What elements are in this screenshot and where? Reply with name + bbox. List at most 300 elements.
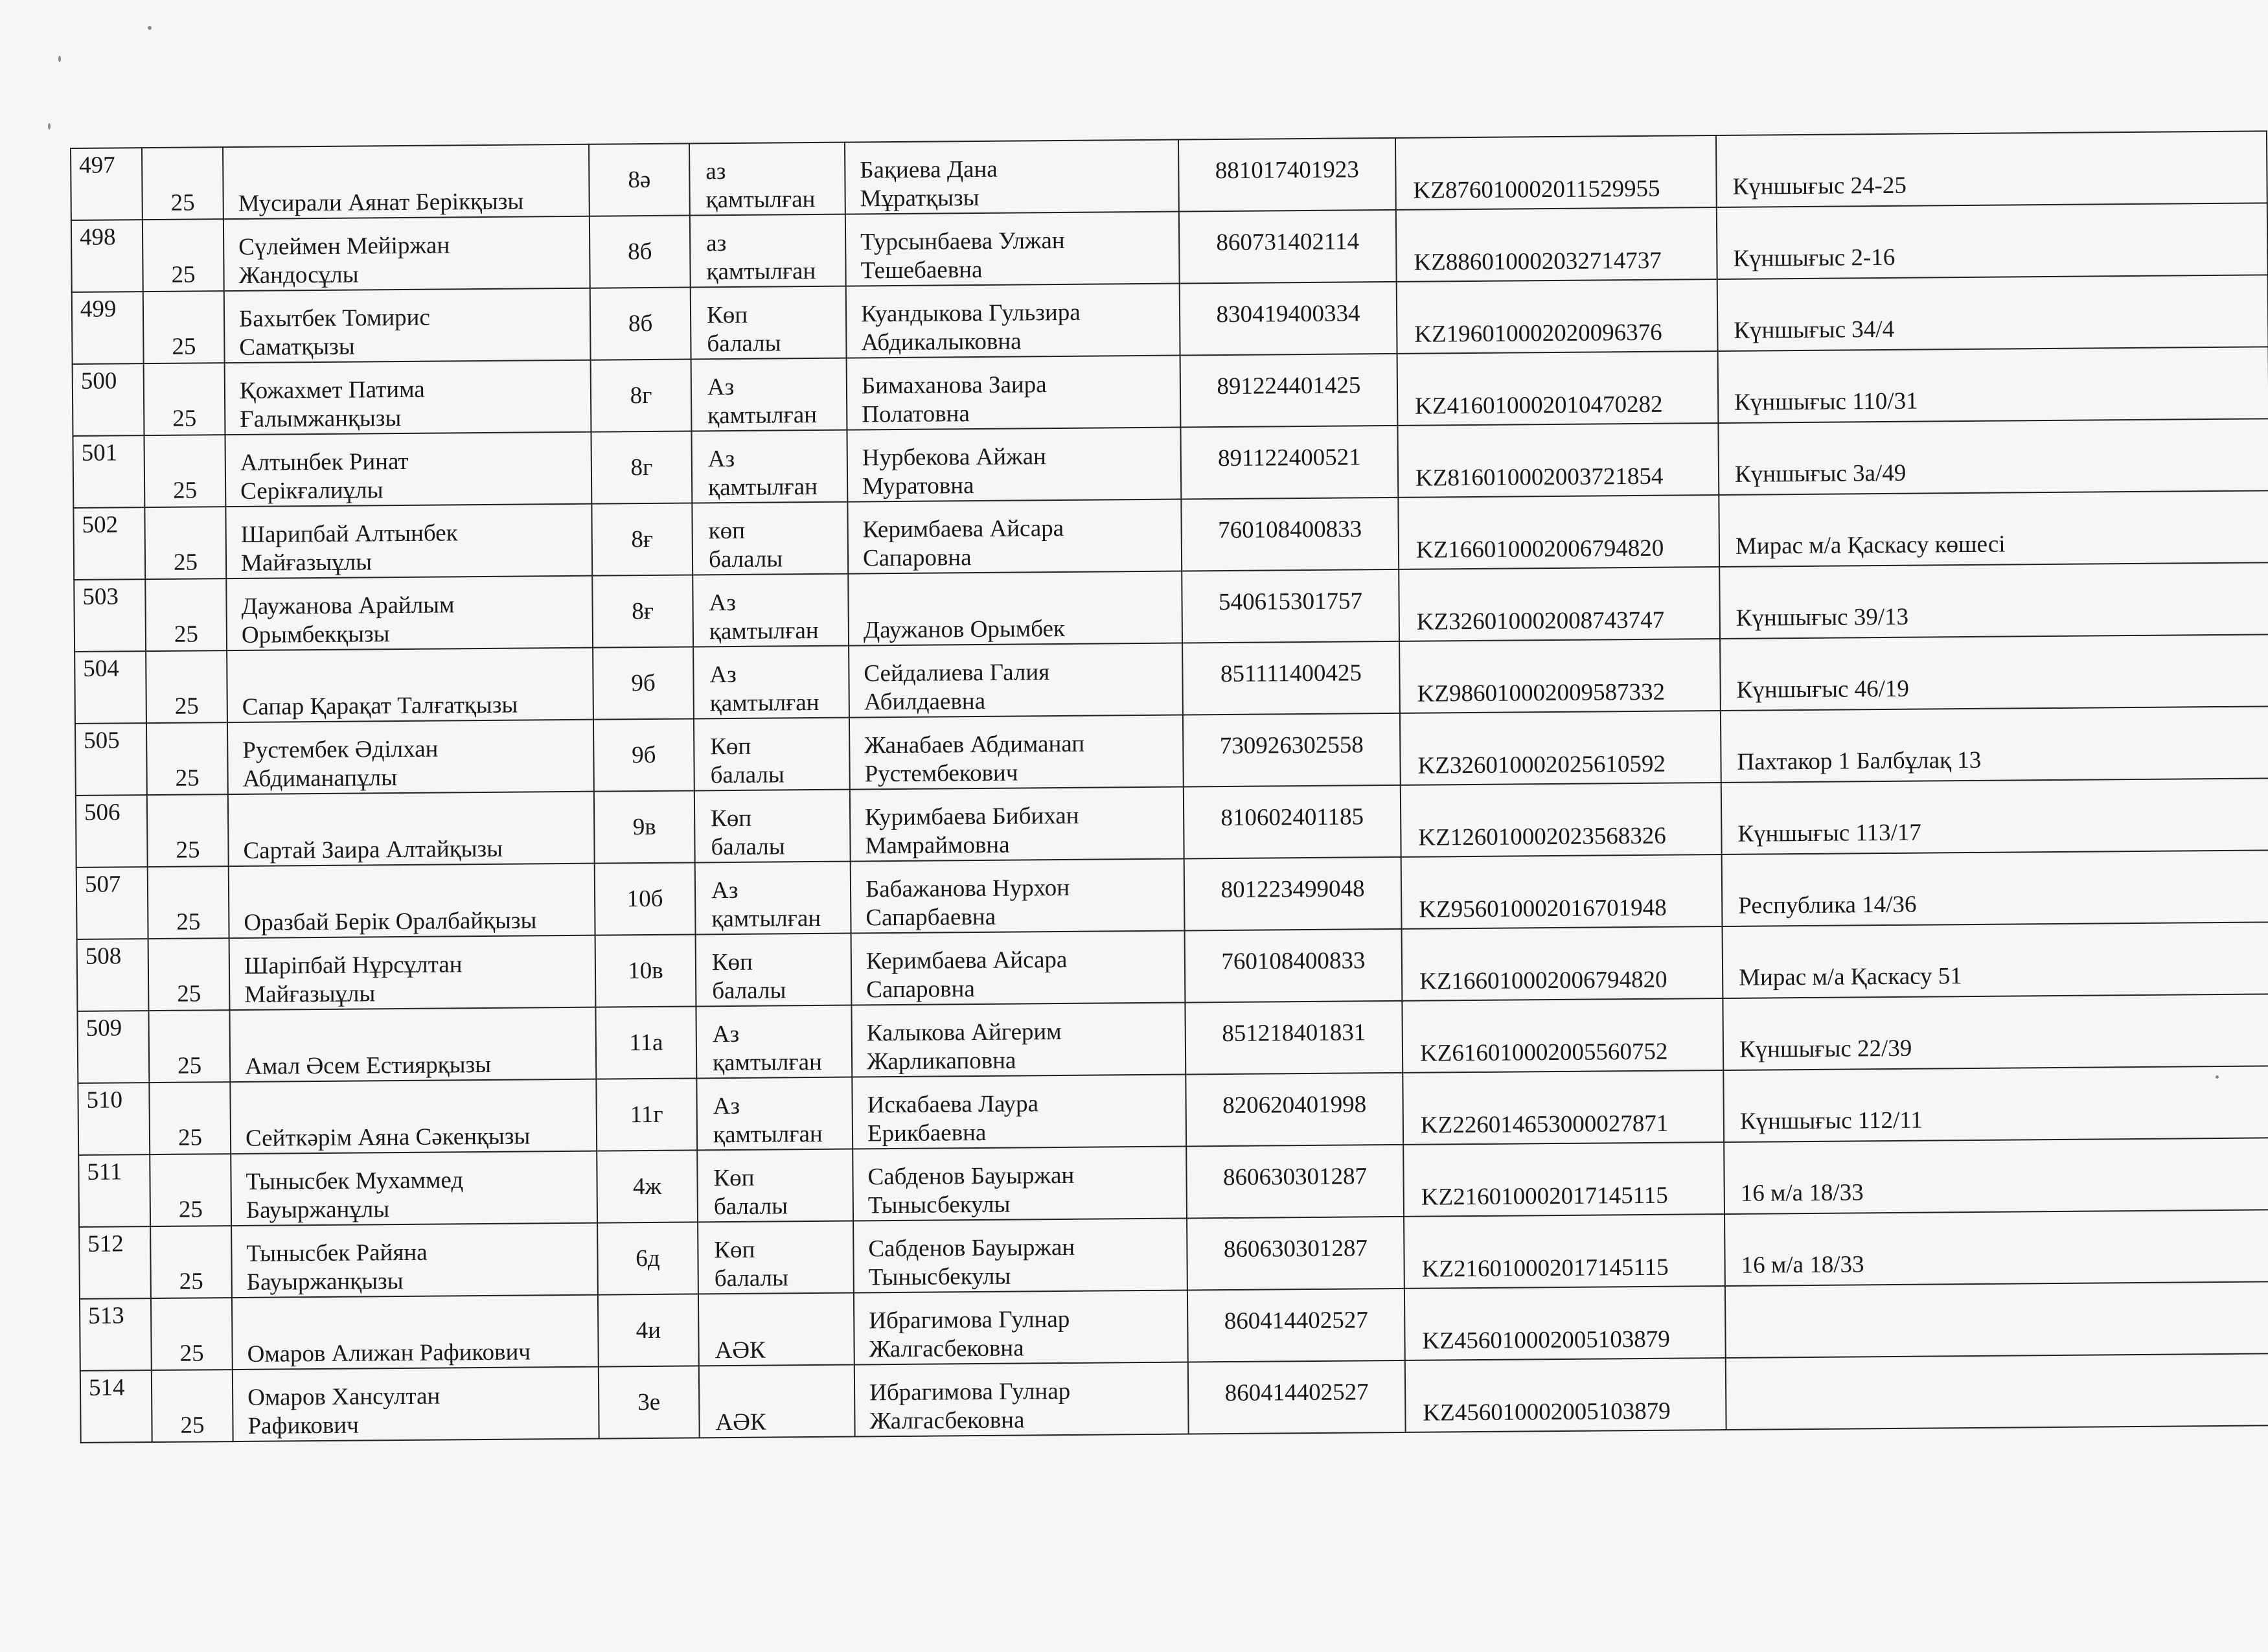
- student-name-cell: [233, 1367, 599, 1441]
- home-address-cell: [1717, 203, 2268, 279]
- social-category: Аз қамтылған: [712, 1020, 823, 1077]
- student-name-cell: [227, 720, 594, 794]
- class-grade: 9в: [632, 813, 656, 840]
- home-address-cell: [1718, 347, 2268, 423]
- home-address-cell: [1719, 490, 2268, 567]
- bank-account-cell: [1401, 855, 1723, 929]
- group-code: 25: [171, 261, 196, 288]
- parent-name: Даужанов Орымбек: [863, 615, 1066, 644]
- social-category-cell: [699, 1365, 855, 1438]
- parent-name: Бимаханова Заира Полатовна: [861, 371, 1047, 428]
- home-address: 16 м/а 18/33: [1740, 1179, 1864, 1207]
- class-grade: 8ә: [628, 166, 651, 193]
- home-address-cell: [1721, 778, 2268, 855]
- bank-account: KZ226014653000027871: [1420, 1110, 1669, 1139]
- parent-iin: 810602401185: [1220, 803, 1364, 831]
- row-number-cell: [75, 723, 147, 796]
- group-code: 25: [170, 189, 195, 216]
- student-name: Алтынбек Ринат Серікғалиұлы: [240, 448, 409, 505]
- bank-account-cell: [1400, 711, 1721, 785]
- parent-iin: 860630301287: [1223, 1234, 1368, 1263]
- parent-iin-cell: [1186, 1145, 1404, 1219]
- row-number: 513: [88, 1302, 124, 1329]
- group-code-cell: [143, 291, 225, 363]
- home-address: [1742, 1348, 2268, 1351]
- class-grade: 8б: [627, 238, 652, 265]
- home-address: Күншығыс 39/13: [1735, 603, 1909, 632]
- row-number-cell: [73, 435, 144, 508]
- student-name-cell: [229, 935, 596, 1010]
- home-address-cell: [1718, 419, 2268, 495]
- bank-account-cell: [1397, 423, 1719, 498]
- student-name-cell: [225, 432, 591, 507]
- class-grade-cell: [597, 1150, 698, 1222]
- row-number-cell: [77, 939, 149, 1011]
- home-address-cell: [1720, 634, 2268, 711]
- student-name-cell: [223, 216, 590, 291]
- social-category-cell: [690, 214, 846, 288]
- parent-iin: 830419400334: [1216, 299, 1360, 328]
- bank-account-cell: [1405, 1358, 1726, 1432]
- student-name: Бахытбек Томирис Саматқызы: [238, 304, 430, 361]
- row-number-cell: [78, 1154, 150, 1227]
- class-grade-cell: [595, 934, 696, 1007]
- home-address-cell: [1725, 1281, 2268, 1358]
- parent-iin-cell: [1184, 857, 1402, 931]
- class-grade: 11а: [629, 1029, 663, 1056]
- parent-iin: 860731402114: [1216, 227, 1360, 256]
- student-name: Рустембек Әділхан Абдиманапұлы: [242, 735, 439, 792]
- row-number: 498: [79, 224, 116, 251]
- social-category: Көп балалы: [710, 733, 785, 789]
- group-code-cell: [144, 363, 225, 435]
- group-code-cell: [144, 507, 226, 579]
- row-number: 497: [79, 152, 115, 179]
- social-category: көп балалы: [708, 517, 783, 573]
- parent-iin: 851111400425: [1220, 659, 1362, 687]
- parent-name: Ибрагимова Гулнар Жалгасбековна: [869, 1377, 1071, 1435]
- parent-iin-cell: [1182, 569, 1399, 643]
- parent-iin: 760108400833: [1221, 946, 1366, 975]
- social-category: Аз қамтылған: [709, 589, 819, 645]
- parent-name-cell: [854, 1362, 1189, 1437]
- bank-account-cell: [1398, 495, 1719, 569]
- parent-iin-cell: [1188, 1360, 1406, 1434]
- social-category-cell: [691, 358, 847, 431]
- bank-account: KZ956010002016701948: [1419, 894, 1667, 923]
- class-grade-cell: [591, 503, 693, 575]
- class-grade-cell: [593, 718, 694, 791]
- class-grade-cell: [598, 1294, 699, 1366]
- parent-iin-cell: [1184, 785, 1401, 859]
- group-code-cell: [143, 219, 224, 292]
- parent-name: Нурбекова Айжан Муратовна: [862, 443, 1046, 500]
- parent-iin: 540615301757: [1218, 587, 1363, 615]
- parent-iin-cell: [1187, 1217, 1404, 1291]
- class-grade: 10б: [626, 885, 663, 912]
- parent-name-cell: [854, 1291, 1188, 1365]
- row-number: 511: [87, 1158, 122, 1186]
- bank-account-cell: [1403, 1070, 1724, 1145]
- class-grade: 8б: [628, 310, 653, 337]
- class-grade-cell: [594, 790, 695, 863]
- parent-name-cell: [847, 499, 1182, 574]
- student-name-cell: [225, 504, 592, 579]
- parent-name: Бабажанова Нурхон Сапарбаевна: [865, 874, 1070, 932]
- class-grade: 4ж: [632, 1173, 662, 1200]
- class-grade-cell: [590, 287, 691, 360]
- parent-iin: 801223499048: [1220, 875, 1365, 903]
- group-code-cell: [145, 579, 227, 651]
- parent-name-cell: [845, 140, 1179, 214]
- home-address-cell: [1723, 1066, 2268, 1142]
- parent-iin: 760108400833: [1218, 515, 1362, 544]
- bank-account-cell: [1395, 135, 1717, 210]
- student-name: Тынысбек Райяна Бауыржанқызы: [246, 1239, 428, 1296]
- parent-iin-cell: [1185, 1001, 1403, 1075]
- home-address: Республика 14/36: [1738, 891, 1917, 919]
- row-number-cell: [71, 148, 143, 220]
- parent-iin-cell: [1186, 1073, 1403, 1147]
- student-name-cell: [230, 1079, 597, 1154]
- bank-account: KZ886010002032714737: [1414, 247, 1662, 276]
- home-address-cell: [1721, 706, 2268, 783]
- social-category-cell: [693, 574, 849, 647]
- parent-iin: 891224401425: [1217, 371, 1361, 400]
- group-code-cell: [148, 1010, 230, 1083]
- parent-iin: 820620401998: [1222, 1090, 1367, 1119]
- student-name: Омаров Хансултан Рафикович: [247, 1382, 441, 1440]
- home-address-cell: [1726, 1353, 2268, 1430]
- social-category: АӘК: [715, 1408, 766, 1436]
- bank-account-cell: [1397, 351, 1719, 426]
- group-code-cell: [142, 147, 223, 220]
- class-grade-cell: [593, 647, 694, 719]
- group-code: 25: [175, 764, 200, 792]
- student-name-cell: [229, 1007, 596, 1082]
- parent-iin-cell: [1178, 138, 1396, 212]
- bank-account: KZ876010002011529955: [1413, 175, 1660, 204]
- class-grade: 8г: [630, 382, 652, 409]
- student-name-cell: [231, 1151, 597, 1226]
- bank-account-cell: [1402, 926, 1723, 1001]
- home-address: Күншығыс 110/31: [1734, 387, 1918, 416]
- parent-iin: 860414402527: [1224, 1378, 1369, 1406]
- group-code-cell: [152, 1370, 233, 1442]
- row-number: 507: [84, 871, 121, 898]
- group-code-cell: [147, 794, 229, 867]
- group-code-cell: [146, 650, 227, 723]
- group-code: 25: [176, 908, 201, 935]
- row-number-cell: [74, 579, 146, 652]
- group-code-cell: [148, 938, 230, 1011]
- parent-iin: 860630301287: [1222, 1162, 1368, 1191]
- parent-iin: 730926302558: [1219, 731, 1364, 759]
- parent-name: Искабаева Лаура Ерикбаевна: [867, 1090, 1039, 1147]
- parent-name-cell: [847, 356, 1181, 430]
- student-name: Даужанова Арайлым Орымбекқызы: [241, 591, 455, 648]
- parent-name-cell: [850, 787, 1184, 862]
- student-name: Шарипбай Алтынбек Майғазыұлы: [240, 520, 458, 577]
- home-address-cell: [1724, 1138, 2268, 1214]
- group-code: 25: [178, 1196, 203, 1223]
- row-number-cell: [73, 363, 144, 436]
- social-category-cell: [698, 1293, 854, 1366]
- bank-account-cell: [1404, 1214, 1725, 1289]
- row-number-cell: [77, 1011, 149, 1083]
- bank-account: KZ166010002006794820: [1415, 534, 1664, 564]
- row-number-cell: [73, 507, 145, 580]
- class-grade-cell: [591, 431, 692, 503]
- parent-name: Ибрагимова Гулнар Жалгасбековна: [869, 1305, 1070, 1363]
- scan-speck: [148, 26, 152, 30]
- student-name: Сейткәрім Аяна Сәкенқызы: [245, 1123, 531, 1152]
- row-number-cell: [76, 795, 148, 867]
- group-code-cell: [150, 1226, 232, 1298]
- social-category-cell: [696, 1005, 852, 1079]
- home-address-cell: [1724, 1210, 2268, 1286]
- bank-account: KZ166010002006794820: [1419, 966, 1667, 995]
- bank-account: KZ326010002025610592: [1417, 750, 1666, 779]
- parent-name-cell: [851, 931, 1186, 1005]
- student-name: Оразбай Берік Оралбайқызы: [244, 907, 537, 936]
- social-category: Аз қамтылған: [713, 1092, 823, 1149]
- row-number-cell: [80, 1298, 152, 1371]
- parent-iin-cell: [1179, 210, 1397, 284]
- parent-name-cell: [853, 1219, 1187, 1293]
- group-code: 25: [178, 1124, 203, 1151]
- class-grade: 4и: [636, 1316, 661, 1344]
- parent-iin: 891122400521: [1217, 443, 1361, 472]
- home-address: Күншығыс 22/39: [1739, 1035, 1912, 1063]
- parent-iin-cell: [1180, 282, 1397, 356]
- class-grade: 3е: [637, 1388, 661, 1416]
- class-grade-cell: [595, 862, 696, 935]
- home-address: Күншығыс 3а/49: [1734, 459, 1907, 488]
- row-number: 509: [86, 1015, 122, 1042]
- row-number-cell: [78, 1083, 150, 1155]
- home-address-cell: [1722, 850, 2268, 926]
- class-grade: 9б: [632, 741, 656, 768]
- social-category-cell: [692, 502, 848, 575]
- home-address: Күншығыс 112/11: [1739, 1107, 1923, 1135]
- home-address-cell: [1717, 275, 2268, 351]
- social-category: Аз қамтылған: [709, 661, 819, 717]
- parent-name-cell: [852, 1075, 1186, 1149]
- social-category: Аз қамтылған: [707, 373, 818, 430]
- social-category: Көп балалы: [706, 301, 781, 358]
- row-number: 499: [80, 295, 117, 323]
- bank-account-cell: [1401, 783, 1722, 857]
- student-name-cell: [225, 360, 591, 435]
- bank-account: KZ816010002003721854: [1415, 463, 1664, 492]
- student-name-cell: [224, 288, 591, 363]
- row-number-cell: [79, 1226, 151, 1299]
- parent-iin: 860414402527: [1224, 1306, 1368, 1335]
- scan-speck: [48, 123, 51, 130]
- class-grade: 8ғ: [631, 525, 654, 553]
- social-category: Көп балалы: [711, 805, 785, 861]
- home-address: 16 м/а 18/33: [1741, 1251, 1864, 1279]
- group-code: 25: [172, 333, 196, 360]
- row-number: 512: [87, 1230, 124, 1257]
- student-name: Омаров Алижан Рафикович: [247, 1338, 531, 1368]
- class-grade-cell: [596, 1078, 697, 1151]
- home-address: Күншығыс 24-25: [1732, 172, 1907, 200]
- bank-account-cell: [1402, 998, 1723, 1073]
- home-address-cell: [1723, 922, 2268, 998]
- student-name: Тынысбек Мухаммед Бауыржанұлы: [246, 1167, 464, 1224]
- class-grade-cell: [590, 215, 691, 288]
- social-category-cell: [694, 718, 850, 791]
- parent-iin-cell: [1183, 713, 1401, 787]
- parent-iin: 851218401831: [1222, 1018, 1366, 1047]
- student-name: Қожахмет Патима Ғалымжанқызы: [239, 376, 425, 433]
- social-category: Көп балалы: [713, 1164, 788, 1221]
- class-grade: 8ғ: [632, 597, 654, 625]
- social-category-cell: [691, 430, 847, 503]
- student-name: Сапар Қарақат Талғатқызы: [242, 691, 518, 720]
- home-address-cell: [1716, 131, 2267, 207]
- student-name-cell: [223, 144, 590, 219]
- student-name-cell: [228, 792, 595, 866]
- bank-account: KZ616010002005560752: [1419, 1038, 1668, 1067]
- row-number: 510: [86, 1086, 123, 1114]
- group-code: 25: [174, 693, 199, 720]
- home-address: Мирас м/а Қаскасу көшесі: [1735, 531, 2006, 560]
- parent-iin-cell: [1180, 354, 1398, 428]
- home-address: Күншығыс 2-16: [1733, 244, 1896, 272]
- student-name-cell: [232, 1295, 599, 1370]
- parent-iin-cell: [1182, 641, 1400, 715]
- social-category-cell: [696, 1077, 853, 1151]
- parent-name: Бақиева Дана Мұратқызы: [860, 155, 998, 212]
- parent-name: Куандыкова Гульзира Абдикалыковна: [860, 299, 1081, 356]
- row-number: 502: [82, 511, 119, 538]
- parent-iin-cell: [1185, 929, 1403, 1003]
- parent-name-cell: [849, 643, 1183, 718]
- group-code-cell: [150, 1154, 231, 1226]
- row-number-cell: [80, 1370, 152, 1443]
- beneficiary-table: [70, 130, 2268, 1443]
- student-name: Шаріпбай Нұрсұлтан Майғазыұлы: [244, 951, 463, 1008]
- parent-iin-cell: [1187, 1289, 1405, 1362]
- row-number: 506: [84, 799, 120, 826]
- home-address: Күншығыс 34/4: [1734, 315, 1895, 344]
- bank-account: KZ456010002005103879: [1422, 1325, 1671, 1355]
- social-category: Көп балалы: [711, 948, 786, 1005]
- row-number: 514: [88, 1374, 125, 1401]
- social-category-cell: [698, 1221, 854, 1294]
- social-category: Аз қамтылған: [707, 445, 818, 501]
- student-name-cell: [231, 1223, 598, 1298]
- bank-account: KZ216010002017145115: [1421, 1182, 1668, 1211]
- parent-name: Керимбаева Айсара Сапаровна: [862, 514, 1064, 572]
- student-name: Сартай Заира Алтайқызы: [243, 835, 503, 864]
- group-code: 25: [179, 1268, 203, 1295]
- parent-name: Турсынбаева Улжан Тешебаевна: [860, 227, 1065, 284]
- class-grade: 6д: [636, 1245, 660, 1272]
- parent-name-cell: [848, 571, 1182, 646]
- row-number-cell: [74, 651, 146, 724]
- group-code: 25: [173, 549, 198, 576]
- class-grade: 9б: [631, 669, 656, 696]
- group-code-cell: [151, 1298, 233, 1370]
- parent-name-cell: [845, 212, 1180, 286]
- class-grade-cell: [592, 575, 693, 647]
- group-code: 25: [174, 621, 199, 648]
- class-grade: 8г: [630, 453, 653, 481]
- home-address-cell: [1719, 562, 2268, 639]
- home-address: [1743, 1419, 2268, 1423]
- row-number-cell: [72, 292, 144, 364]
- parent-name-cell: [847, 428, 1181, 502]
- parent-name-cell: [851, 859, 1185, 934]
- parent-name: Сабденов Бауыржан Тынысбекулы: [868, 1233, 1075, 1291]
- group-code: 25: [179, 1340, 204, 1367]
- class-grade: 10в: [628, 957, 663, 984]
- parent-name-cell: [849, 715, 1184, 790]
- group-code-cell: [148, 866, 229, 939]
- group-code-cell: [144, 435, 225, 507]
- bank-account-cell: [1404, 1286, 1726, 1360]
- student-name: Сүлеймен Мейіржан Жандосұлы: [238, 232, 450, 289]
- parent-name: Жанабаев Абдиманап Рустембекович: [864, 730, 1085, 788]
- table-body: [71, 131, 2268, 1443]
- social-category-cell: [691, 286, 847, 360]
- parent-name-cell: [851, 1003, 1186, 1077]
- row-number: 501: [81, 439, 118, 466]
- student-name-cell: [229, 864, 595, 938]
- bank-account: KZ216010002017145115: [1421, 1254, 1669, 1283]
- class-grade-cell: [599, 1366, 700, 1438]
- student-name: Мусирали Аянат Берікқызы: [238, 188, 524, 217]
- parent-iin-cell: [1180, 426, 1398, 499]
- bank-account-cell: [1403, 1142, 1724, 1217]
- home-address: Күншығыс 46/19: [1736, 675, 1910, 704]
- class-grade-cell: [595, 1006, 696, 1079]
- home-address-cell: [1723, 994, 2268, 1070]
- bank-account-cell: [1396, 207, 1717, 282]
- social-category-cell: [696, 934, 852, 1007]
- group-code: 25: [177, 980, 201, 1007]
- class-grade-cell: [589, 143, 690, 216]
- group-code: 25: [173, 477, 198, 504]
- student-name-cell: [227, 648, 593, 722]
- social-category: аз қамтылған: [705, 158, 816, 214]
- row-number: 503: [82, 583, 119, 610]
- bank-account-cell: [1399, 567, 1720, 641]
- scan-speck: [58, 56, 61, 62]
- group-code: 25: [176, 836, 200, 864]
- class-grade-cell: [597, 1222, 698, 1294]
- student-name-cell: [226, 576, 593, 650]
- class-grade: 11г: [630, 1101, 663, 1128]
- home-address: Пахтакор 1 Балбұлақ 13: [1737, 746, 1982, 775]
- row-number: 508: [85, 943, 122, 970]
- bank-account-cell: [1399, 639, 1721, 713]
- social-category-cell: [697, 1149, 853, 1222]
- social-category-cell: [693, 646, 849, 719]
- bank-account: KZ126010002023568326: [1418, 822, 1666, 851]
- social-category: Көп балалы: [714, 1236, 789, 1292]
- home-address: Күншығыс 113/17: [1737, 819, 1922, 847]
- row-number-cell: [76, 867, 148, 939]
- group-code-cell: [149, 1082, 231, 1154]
- row-number-cell: [71, 220, 143, 292]
- parent-name: Сейдалиева Галия Абилдаевна: [864, 659, 1050, 716]
- parent-iin-cell: [1181, 498, 1399, 571]
